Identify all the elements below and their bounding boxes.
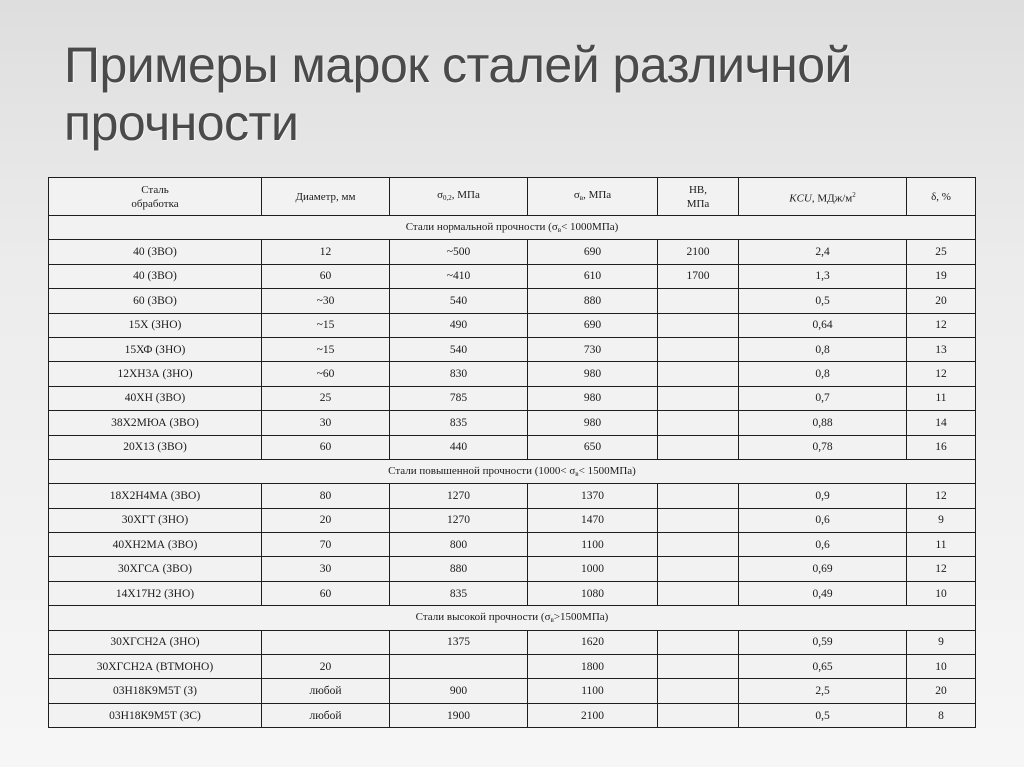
cell-hardness: 1700 — [658, 264, 739, 288]
table-row — [49, 484, 976, 508]
cell-impact-toughness: 0,65 — [739, 655, 907, 679]
section-header-row — [49, 606, 976, 630]
cell-elongation: 12 — [907, 484, 976, 508]
cell-yield-strength: 540 — [390, 337, 528, 361]
table-row — [49, 533, 976, 557]
cell-hardness — [658, 679, 739, 703]
cell-steel-grade: 38Х2МЮА (ЗВО) — [49, 411, 262, 435]
cell-tensile-strength: 1100 — [528, 533, 658, 557]
cell-hardness — [658, 337, 739, 361]
cell-steel-grade: 03Н18К9М5Т (З) — [49, 679, 262, 703]
cell-hardness — [658, 508, 739, 532]
cell-hardness — [658, 289, 739, 313]
cell-yield-strength: 490 — [390, 313, 528, 337]
cell-yield-strength: 785 — [390, 386, 528, 410]
cell-elongation: 16 — [907, 435, 976, 459]
cell-hardness — [658, 533, 739, 557]
table-row — [49, 386, 976, 410]
cell-tensile-strength: 650 — [528, 435, 658, 459]
table-row — [49, 703, 976, 727]
cell-diameter: 20 — [262, 508, 390, 532]
cell-elongation: 19 — [907, 264, 976, 288]
cell-impact-toughness: 0,5 — [739, 289, 907, 313]
cell-impact-toughness: 0,88 — [739, 411, 907, 435]
cell-tensile-strength: 2100 — [528, 703, 658, 727]
cell-impact-toughness: 0,64 — [739, 313, 907, 337]
cell-yield-strength: 900 — [390, 679, 528, 703]
table-header-row — [49, 178, 976, 216]
table-row — [49, 508, 976, 532]
cell-diameter: любой — [262, 703, 390, 727]
cell-yield-strength: ~500 — [390, 240, 528, 264]
cell-yield-strength: 1270 — [390, 508, 528, 532]
cell-yield-strength — [390, 655, 528, 679]
cell-yield-strength: 1900 — [390, 703, 528, 727]
cell-impact-toughness: 0,8 — [739, 362, 907, 386]
cell-tensile-strength: 730 — [528, 337, 658, 361]
cell-hardness: 2100 — [658, 240, 739, 264]
cell-hardness — [658, 362, 739, 386]
table-row — [49, 581, 976, 605]
cell-impact-toughness: 0,59 — [739, 630, 907, 654]
cell-tensile-strength: 1000 — [528, 557, 658, 581]
table-row — [49, 362, 976, 386]
cell-diameter: 60 — [262, 435, 390, 459]
cell-diameter: ~60 — [262, 362, 390, 386]
table-row — [49, 435, 976, 459]
cell-elongation: 25 — [907, 240, 976, 264]
cell-diameter: 12 — [262, 240, 390, 264]
cell-elongation: 20 — [907, 289, 976, 313]
cell-diameter: 30 — [262, 411, 390, 435]
cell-steel-grade: 30ХГСА (ЗВО) — [49, 557, 262, 581]
cell-elongation: 9 — [907, 630, 976, 654]
cell-diameter: 60 — [262, 264, 390, 288]
cell-steel-grade: 30ХГТ (ЗНО) — [49, 508, 262, 532]
steel-grades-table — [48, 177, 976, 728]
cell-steel-grade: 40 (ЗВО) — [49, 264, 262, 288]
cell-elongation: 12 — [907, 313, 976, 337]
cell-steel-grade: 15Х (ЗНО) — [49, 313, 262, 337]
cell-steel-grade: 30ХГСН2А (ВТМОНО) — [49, 655, 262, 679]
slide-title: Примеры марок сталей различной прочности — [64, 37, 852, 151]
cell-impact-toughness: 2,5 — [739, 679, 907, 703]
cell-elongation: 13 — [907, 337, 976, 361]
section-header-row — [49, 459, 976, 483]
cell-impact-toughness: 0,6 — [739, 508, 907, 532]
cell-steel-grade: 20Х13 (ЗВО) — [49, 435, 262, 459]
cell-elongation: 10 — [907, 655, 976, 679]
col-header-steel: Сталь обработка — [49, 178, 262, 216]
cell-impact-toughness: 0,6 — [739, 533, 907, 557]
cell-impact-toughness: 0,9 — [739, 484, 907, 508]
cell-hardness — [658, 581, 739, 605]
cell-impact-toughness: 0,5 — [739, 703, 907, 727]
cell-yield-strength: 540 — [390, 289, 528, 313]
table-row — [49, 313, 976, 337]
steel-grades-table-container — [48, 177, 975, 728]
col-header-diameter: Диаметр, мм — [262, 178, 390, 216]
cell-impact-toughness: 0,78 — [739, 435, 907, 459]
cell-yield-strength: 835 — [390, 411, 528, 435]
cell-impact-toughness: 0,7 — [739, 386, 907, 410]
cell-diameter: 80 — [262, 484, 390, 508]
cell-yield-strength: 1270 — [390, 484, 528, 508]
cell-diameter: 60 — [262, 581, 390, 605]
table-row — [49, 240, 976, 264]
section-header: Стали нормальной прочности $(\sigma_в< 1000МПа)$ — [49, 216, 976, 240]
col-header-yield-strength: $\sigma_{0,2}$, МПа — [390, 178, 528, 216]
cell-diameter: любой — [262, 679, 390, 703]
table-row — [49, 557, 976, 581]
table-row — [49, 679, 976, 703]
cell-tensile-strength: 610 — [528, 264, 658, 288]
cell-diameter: ~15 — [262, 337, 390, 361]
cell-diameter: ~30 — [262, 289, 390, 313]
cell-impact-toughness: 2,4 — [739, 240, 907, 264]
cell-yield-strength: 1375 — [390, 630, 528, 654]
cell-impact-toughness: 1,3 — [739, 264, 907, 288]
cell-steel-grade: 03Н18К9М5Т (ЗС) — [49, 703, 262, 727]
section-header-row — [49, 216, 976, 240]
cell-hardness — [658, 630, 739, 654]
cell-hardness — [658, 435, 739, 459]
cell-tensile-strength: 690 — [528, 240, 658, 264]
cell-tensile-strength: 980 — [528, 362, 658, 386]
cell-yield-strength: 835 — [390, 581, 528, 605]
cell-tensile-strength: 690 — [528, 313, 658, 337]
cell-diameter: 70 — [262, 533, 390, 557]
table-row — [49, 289, 976, 313]
cell-tensile-strength: 1800 — [528, 655, 658, 679]
cell-tensile-strength: 1470 — [528, 508, 658, 532]
cell-tensile-strength: 1620 — [528, 630, 658, 654]
cell-impact-toughness: 0,69 — [739, 557, 907, 581]
table-row — [49, 655, 976, 679]
cell-hardness — [658, 703, 739, 727]
cell-impact-toughness: 0,49 — [739, 581, 907, 605]
cell-tensile-strength: 1080 — [528, 581, 658, 605]
cell-elongation: 14 — [907, 411, 976, 435]
cell-steel-grade: 60 (ЗВО) — [49, 289, 262, 313]
cell-steel-grade: 40ХН2МА (ЗВО) — [49, 533, 262, 557]
cell-hardness — [658, 557, 739, 581]
cell-tensile-strength: 880 — [528, 289, 658, 313]
cell-elongation: 12 — [907, 557, 976, 581]
table-row — [49, 630, 976, 654]
cell-elongation: 20 — [907, 679, 976, 703]
cell-hardness — [658, 313, 739, 337]
cell-impact-toughness: 0,8 — [739, 337, 907, 361]
cell-elongation: 11 — [907, 533, 976, 557]
cell-yield-strength: 830 — [390, 362, 528, 386]
cell-hardness — [658, 386, 739, 410]
cell-yield-strength: 440 — [390, 435, 528, 459]
cell-diameter: 25 — [262, 386, 390, 410]
cell-steel-grade: 30ХГСН2А (ЗНО) — [49, 630, 262, 654]
cell-elongation: 12 — [907, 362, 976, 386]
cell-steel-grade: 14Х17Н2 (ЗНО) — [49, 581, 262, 605]
col-header-hardness: НВ, МПа — [658, 178, 739, 216]
col-header-tensile-strength: $\sigma_в$, МПа — [528, 178, 658, 216]
section-header: Стали повышенной прочности $(1000< \sigma_в< 1500МПа)$ — [49, 459, 976, 483]
cell-tensile-strength: 1100 — [528, 679, 658, 703]
cell-yield-strength: 800 — [390, 533, 528, 557]
table-row — [49, 337, 976, 361]
cell-tensile-strength: 980 — [528, 411, 658, 435]
cell-diameter: 30 — [262, 557, 390, 581]
cell-diameter: 20 — [262, 655, 390, 679]
cell-steel-grade: 40 (ЗВО) — [49, 240, 262, 264]
cell-diameter: ~15 — [262, 313, 390, 337]
table-row — [49, 411, 976, 435]
cell-yield-strength: 880 — [390, 557, 528, 581]
cell-steel-grade: 18Х2Н4МА (ЗВО) — [49, 484, 262, 508]
cell-steel-grade: 12ХН3А (ЗНО) — [49, 362, 262, 386]
cell-steel-grade: 40ХН (ЗВО) — [49, 386, 262, 410]
cell-elongation: 11 — [907, 386, 976, 410]
table-row — [49, 264, 976, 288]
col-header-impact-toughness: KCU, МДж/$м^2$ — [739, 178, 907, 216]
cell-elongation: 10 — [907, 581, 976, 605]
cell-elongation: 9 — [907, 508, 976, 532]
cell-hardness — [658, 484, 739, 508]
col-header-elongation: δ, % — [907, 178, 976, 216]
cell-steel-grade: 15ХФ (ЗНО) — [49, 337, 262, 361]
section-header: Стали высокой прочности $(\sigma_в>1500МПа)$ — [49, 606, 976, 630]
cell-tensile-strength: 980 — [528, 386, 658, 410]
cell-yield-strength: ~410 — [390, 264, 528, 288]
cell-diameter — [262, 630, 390, 654]
table-body — [49, 216, 976, 728]
cell-elongation: 8 — [907, 703, 976, 727]
cell-tensile-strength: 1370 — [528, 484, 658, 508]
cell-hardness — [658, 411, 739, 435]
cell-hardness — [658, 655, 739, 679]
